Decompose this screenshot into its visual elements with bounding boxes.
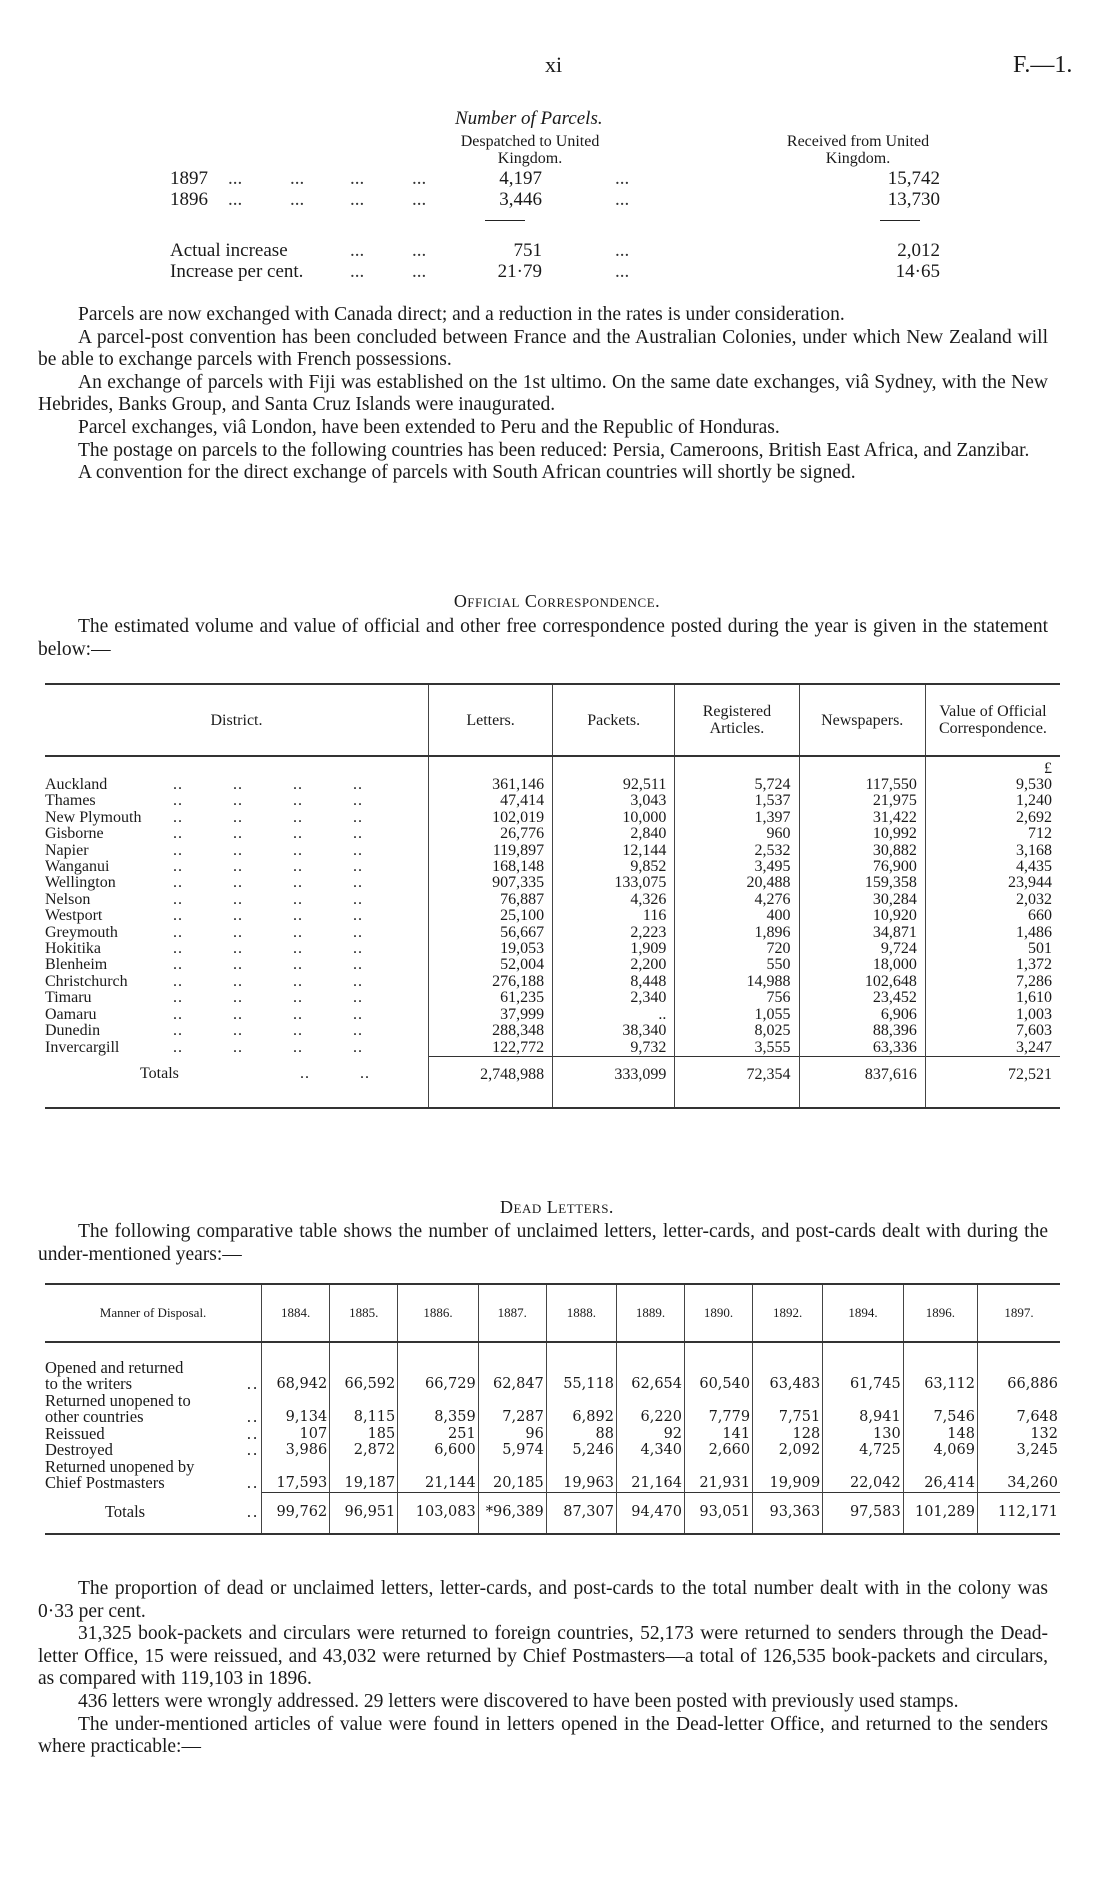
- page-number: xi: [545, 52, 563, 77]
- cell-newspapers: 21,975: [799, 793, 925, 809]
- cell-registered: 1,397: [675, 810, 799, 826]
- cell-newspapers: 159,358: [799, 875, 925, 891]
- cell-value: 3,168: [925, 843, 1060, 859]
- col-year: 1887.: [478, 1284, 546, 1342]
- paragraph: The under-mentioned articles of value were found in letters opened in the Dead-letter Office, and returned to the senders where practicable:—: [38, 1713, 1048, 1758]
- cell-value: 23,944: [925, 875, 1060, 891]
- district-name: Greymouth: [45, 923, 118, 941]
- paragraph: 436 letters were wrongly addressed. 29 letters were discovered to have been posted with previously used stamps.: [78, 1690, 959, 1712]
- cell-packets: 2,200: [553, 957, 675, 973]
- cell-value: 132: [977, 1426, 1060, 1443]
- col-year: 1889.: [616, 1284, 684, 1342]
- cell-newspapers: 117,550: [799, 777, 925, 793]
- cell-value: 8,115: [330, 1409, 398, 1426]
- totals-row: Totals .. .. 2,748,988 333,099 72,354 837,616 72,521: [45, 1056, 1060, 1093]
- cell-packets: 9,852: [553, 859, 675, 875]
- cell-value: 7,546: [903, 1409, 977, 1426]
- total-value: 99,762: [262, 1492, 330, 1534]
- cell-value: 19,909: [753, 1475, 823, 1492]
- parcels-row-1896: 1896 ... ... ... ... 3,446 ... 13,730: [170, 189, 940, 210]
- cell-registered: 2,532: [675, 843, 799, 859]
- cell-value: 128: [753, 1426, 823, 1443]
- cell-registered: 8,025: [675, 1023, 799, 1039]
- table-row: New Plymouth .. .. .. .. 102,019 10,000 1,397 31,422 2,692: [45, 810, 1060, 826]
- cell-value: 61,745: [823, 1376, 903, 1393]
- cell-registered: 1,896: [675, 925, 799, 941]
- cell-value: 1,003: [925, 1007, 1060, 1023]
- sum-rule: [880, 220, 920, 221]
- table-row: Wanganui .. .. .. .. 168,148 9,852 3,495 76,900 4,435: [45, 859, 1060, 875]
- cell-value: 712: [925, 826, 1060, 842]
- cell-packets: 2,840: [553, 826, 675, 842]
- cell-registered: 14,988: [675, 974, 799, 990]
- cell-value: 7,286: [925, 974, 1060, 990]
- cell-value: 251: [398, 1426, 478, 1443]
- cell-letters: 168,148: [429, 859, 553, 875]
- cell-value: 1,610: [925, 990, 1060, 1006]
- cell-packets: 2,223: [553, 925, 675, 941]
- cell-registered: 1,055: [675, 1007, 799, 1023]
- cell-value: 5,974: [478, 1442, 546, 1459]
- cell-newspapers: 10,920: [799, 908, 925, 924]
- cell-value: 66,729: [398, 1376, 478, 1393]
- dead-letters-intro: The following comparative table shows the number of unclaimed letters, letter-cards, and post-cards dealt with during the under-mentioned years:—: [38, 1221, 1048, 1265]
- cell-registered: 756: [675, 990, 799, 1006]
- col-year: 1885.: [330, 1284, 398, 1342]
- district-name: Auckland: [45, 776, 108, 793]
- cell-value: 4,435: [925, 859, 1060, 875]
- sum-rule: [485, 220, 525, 221]
- cell-newspapers: 30,284: [799, 892, 925, 908]
- cell-packets: 116: [553, 908, 675, 924]
- cell-letters: 25,100: [429, 908, 553, 924]
- cell-newspapers: 76,900: [799, 859, 925, 875]
- district-name: Dunedin: [45, 1022, 101, 1040]
- cell-value: 4,340: [616, 1442, 684, 1459]
- table-row-label: Returned unopened to: [45, 1393, 1060, 1410]
- district-name: Invercargill: [45, 1038, 120, 1056]
- col-year: 1894.: [823, 1284, 903, 1342]
- cell-value: 63,483: [753, 1376, 823, 1393]
- cell-value: 5,246: [546, 1442, 616, 1459]
- table-row: Dunedin .. .. .. .. 288,348 38,340 8,025 88,396 7,603: [45, 1023, 1060, 1039]
- cell-registered: 4,276: [675, 892, 799, 908]
- table-row-label: Opened and returned: [45, 1360, 1060, 1377]
- district-name: Blenheim: [45, 956, 108, 974]
- cell-packets: 12,144: [553, 843, 675, 859]
- table-row: Auckland .. .. .. .. 361,146 92,511 5,724 117,550 9,530: [45, 777, 1060, 793]
- cell-registered: 960: [675, 826, 799, 842]
- cell-value: 34,260: [977, 1475, 1060, 1492]
- cell-value: 1,240: [925, 793, 1060, 809]
- paragraph: Parcel exchanges, viâ London, have been extended to Peru and the Republic of Honduras.: [78, 416, 780, 438]
- total-value: 103,083: [398, 1492, 478, 1534]
- cell-value: 8,941: [823, 1409, 903, 1426]
- cell-value: 60,540: [685, 1376, 753, 1393]
- cell-value: 6,220: [616, 1409, 684, 1426]
- cell-value: 501: [925, 941, 1060, 957]
- cell-value: 130: [823, 1426, 903, 1443]
- district-name: New Plymouth: [45, 808, 142, 826]
- cell-letters: 19,053: [429, 941, 553, 957]
- cell-value: 3,247: [925, 1040, 1060, 1057]
- table-row: Chief Postmasters .. 17,593 19,187 21,144 20,185 19,963 21,164 21,931 19,909 22,042 26,414 34,260: [45, 1473, 1058, 1493]
- cell-newspapers: 31,422: [799, 810, 925, 826]
- total-value: 97,583: [823, 1492, 903, 1534]
- cell-value: 21,144: [398, 1475, 478, 1492]
- dead-letters-table: [45, 1283, 1060, 1535]
- cell-value: 2,692: [925, 810, 1060, 826]
- cell-value: 63,112: [903, 1376, 977, 1393]
- cell-value: 6,892: [546, 1409, 616, 1426]
- district-name: Nelson: [45, 890, 91, 908]
- cell-value: 7,779: [685, 1409, 753, 1426]
- total-value: 72,521: [925, 1056, 1060, 1093]
- cell-value: 17,593: [262, 1475, 330, 1492]
- total-value: 112,171: [977, 1492, 1060, 1534]
- cell-value: 2,660: [685, 1442, 753, 1459]
- cell-packets: 8,448: [553, 974, 675, 990]
- cell-value: 66,592: [330, 1376, 398, 1393]
- cell-value: 3,986: [262, 1442, 330, 1459]
- cell-letters: 37,999: [429, 1007, 553, 1023]
- cell-value: 92: [616, 1426, 684, 1443]
- cell-registered: 550: [675, 957, 799, 973]
- cell-registered: 5,724: [675, 777, 799, 793]
- document-code: F.—1.: [1013, 52, 1073, 78]
- cell-value: 20,185: [478, 1475, 546, 1492]
- total-value: 101,289: [903, 1492, 977, 1534]
- cell-packets: 133,075: [553, 875, 675, 891]
- total-value: 94,470: [616, 1492, 684, 1534]
- paragraph: 31,325 book-packets and circulars were returned to foreign countries, 52,173 were returned to senders through the Dead-letter Office, 15 were reissued, and 43,032 were returned by Chief Postmasters—a total of 126,535 book-packets and circulars, as compared with 119,103 in 1896.: [38, 1623, 1048, 1690]
- cell-newspapers: 23,452: [799, 990, 925, 1006]
- cell-value: 9,530: [925, 777, 1060, 793]
- currency-symbol: £: [925, 756, 1060, 777]
- cell-value: 1,372: [925, 957, 1060, 973]
- table-header: [45, 1284, 1060, 1342]
- table-row: Napier .. .. .. .. 119,897 12,144 2,532 30,882 3,168: [45, 843, 1060, 859]
- cell-letters: 47,414: [429, 793, 553, 809]
- col-year: 1886.: [398, 1284, 478, 1342]
- total-registered: 72,354: [675, 1056, 799, 1093]
- cell-value: 1,486: [925, 925, 1060, 941]
- paragraph: A parcel-post convention has been concluded between France and the Australian Colonies, under which New Zealand will be able to exchange parcels with French possessions.: [38, 326, 1048, 371]
- col-newspapers: Newspapers.: [799, 684, 925, 756]
- district-name: Christchurch: [45, 972, 128, 990]
- table-row: Timaru .. .. .. .. 61,235 2,340 756 23,452 1,610: [45, 990, 1060, 1006]
- table-row-label: Returned unopened by: [45, 1459, 1060, 1476]
- col-year: 1890.: [685, 1284, 753, 1342]
- cell-letters: 26,776: [429, 826, 553, 842]
- cell-value: 148: [903, 1426, 977, 1443]
- district-name: Timaru: [45, 989, 92, 1007]
- cell-value: 7,603: [925, 1023, 1060, 1039]
- total-letters: 2,748,988: [429, 1056, 553, 1093]
- cell-value: 19,963: [546, 1475, 616, 1492]
- cell-value: 96: [478, 1426, 546, 1443]
- paragraph: A convention for the direct exchange of parcels with South African countries will shortly be signed.: [78, 462, 856, 484]
- cell-value: 8,359: [398, 1409, 478, 1426]
- section-heading-dead-letters: Dead Letters.: [500, 1197, 614, 1217]
- table-row: Destroyed .. 3,986 2,872 6,600 5,974 5,246 4,340 2,660 2,092 4,725 4,069 3,245: [45, 1440, 1058, 1459]
- cell-value: 2,872: [330, 1442, 398, 1459]
- col-year: 1896.: [903, 1284, 977, 1342]
- cell-value: 26,414: [903, 1475, 977, 1492]
- cell-newspapers: 88,396: [799, 1023, 925, 1039]
- total-packets: 333,099: [553, 1056, 675, 1093]
- cell-value: 6,600: [398, 1442, 478, 1459]
- table-row: Hokitika .. .. .. .. 19,053 1,909 720 9,724 501: [45, 941, 1060, 957]
- table-header: [45, 684, 1060, 756]
- col-registered: Registered Articles.: [675, 684, 799, 756]
- col-district: District.: [210, 711, 263, 729]
- col-year: 1884.: [262, 1284, 330, 1342]
- cell-letters: 76,887: [429, 892, 553, 908]
- cell-letters: 276,188: [429, 974, 553, 990]
- cell-letters: 288,348: [429, 1023, 553, 1039]
- total-value: 93,051: [685, 1492, 753, 1534]
- total-value: *96,389: [478, 1492, 546, 1534]
- cell-letters: 61,235: [429, 990, 553, 1006]
- cell-newspapers: 18,000: [799, 957, 925, 973]
- cell-value: 66,886: [977, 1376, 1060, 1393]
- official-correspondence-table: [45, 683, 1060, 1109]
- total-value: 87,307: [546, 1492, 616, 1534]
- table-row: Gisborne .. .. .. .. 26,776 2,840 960 10,992 712: [45, 826, 1060, 842]
- col-year: 1892.: [753, 1284, 823, 1342]
- cell-value: 68,942: [262, 1376, 330, 1393]
- cell-newspapers: 9,724: [799, 941, 925, 957]
- parcels-row-increase: Actual increase ... ... 751 ... 2,012: [170, 240, 940, 261]
- col-year: 1897.: [977, 1284, 1060, 1342]
- cell-newspapers: 102,648: [799, 974, 925, 990]
- table-row: Invercargill .. .. .. .. 122,772 9,732 3,555 63,336 3,247: [45, 1040, 1060, 1057]
- cell-value: 185: [330, 1426, 398, 1443]
- cell-packets: ..: [553, 1007, 675, 1023]
- paragraph: The postage on parcels to the following countries has been reduced: Persia, Cameroons, British East Africa, and Zanzibar.: [78, 439, 1030, 461]
- totals-row: Totals .. 99,762 96,951 103,083 *96,389 87,307 94,470 93,051 93,363 97,583 101,289 112,171: [45, 1492, 1060, 1534]
- table-row: Blenheim .. .. .. .. 52,004 2,200 550 18,000 1,372: [45, 957, 1060, 973]
- district-name: Hokitika: [45, 940, 101, 958]
- cell-packets: 1,909: [553, 941, 675, 957]
- table-row: Christchurch .. .. .. .. 276,188 8,448 14,988 102,648 7,286: [45, 974, 1060, 990]
- cell-letters: 907,335: [429, 875, 553, 891]
- cell-letters: 119,897: [429, 843, 553, 859]
- paragraph: The proportion of dead or unclaimed letters, letter-cards, and post-cards to the total number dealt with in the colony was 0·33 per cent.: [38, 1578, 1048, 1622]
- cell-packets: 38,340: [553, 1023, 675, 1039]
- total-value: 93,363: [753, 1492, 823, 1534]
- parcels-row-1897: 1897 ... ... ... ... 4,197 ... 15,742: [170, 168, 940, 189]
- dead-letters-paragraphs: [38, 1578, 1048, 1759]
- table-row: to the writers .. 68,942 66,592 66,729 62,847 55,118 62,654 60,540 63,483 61,745 63,112 66,886: [45, 1374, 1058, 1393]
- district-name: Napier: [45, 841, 89, 859]
- cell-newspapers: 10,992: [799, 826, 925, 842]
- cell-registered: 20,488: [675, 875, 799, 891]
- cell-newspapers: 34,871: [799, 925, 925, 941]
- col-manner-of-disposal: Manner of Disposal.: [99, 1305, 207, 1320]
- cell-newspapers: 63,336: [799, 1040, 925, 1057]
- total-newspapers: 837,616: [799, 1056, 925, 1093]
- cell-letters: 52,004: [429, 957, 553, 973]
- table-row: Nelson .. .. .. .. 76,887 4,326 4,276 30,284 2,032: [45, 892, 1060, 908]
- paragraph: An exchange of parcels with Fiji was established on the 1st ultimo. On the same date exchanges, viâ Sydney, with the New Hebrides, Banks Group, and Santa Cruz Islands were inaugurated.: [38, 371, 1048, 416]
- cell-registered: 3,495: [675, 859, 799, 875]
- paragraph: Parcels are now exchanged with Canada direct; and a reduction in the rates is under consideration.: [78, 304, 845, 325]
- district-name: Oamaru: [45, 1005, 97, 1023]
- district-name: Westport: [45, 907, 103, 925]
- cell-packets: 92,511: [553, 777, 675, 793]
- cell-value: 7,648: [977, 1409, 1060, 1426]
- cell-value: 88: [546, 1426, 616, 1443]
- parcels-row-percent: Increase per cent. ... ... 21·79 ... 14·65: [170, 261, 940, 282]
- cell-value: 21,931: [685, 1475, 753, 1492]
- cell-packets: 3,043: [553, 793, 675, 809]
- cell-registered: 3,555: [675, 1040, 799, 1057]
- district-name: Gisborne: [45, 825, 104, 843]
- cell-newspapers: 30,882: [799, 843, 925, 859]
- table-row: Greymouth .. .. .. .. 56,667 2,223 1,896 34,871 1,486: [45, 925, 1060, 941]
- cell-value: 660: [925, 908, 1060, 924]
- cell-newspapers: 6,906: [799, 1007, 925, 1023]
- col-value: Value of Official Correspondence.: [925, 684, 1060, 756]
- parcels-title: Number of Parcels.: [455, 108, 603, 129]
- cell-value: 21,164: [616, 1475, 684, 1492]
- cell-packets: 2,340: [553, 990, 675, 1006]
- district-name: Wellington: [45, 874, 116, 892]
- cell-value: 62,654: [616, 1376, 684, 1393]
- parcels-paragraphs: [38, 304, 1048, 485]
- cell-value: 19,187: [330, 1475, 398, 1492]
- cell-value: 141: [685, 1426, 753, 1443]
- cell-letters: 102,019: [429, 810, 553, 826]
- cell-value: 4,725: [823, 1442, 903, 1459]
- table-row: Westport .. .. .. .. 25,100 116 400 10,920 660: [45, 908, 1060, 924]
- cell-registered: 720: [675, 941, 799, 957]
- total-value: 96,951: [330, 1492, 398, 1534]
- table-row: Thames .. .. .. .. 47,414 3,043 1,537 21,975 1,240: [45, 793, 1060, 809]
- official-intro: The estimated volume and value of official and other free correspondence posted during the year is given in the statement below:—: [38, 616, 1048, 660]
- cell-registered: 400: [675, 908, 799, 924]
- col-year: 1888.: [546, 1284, 616, 1342]
- cell-packets: 9,732: [553, 1040, 675, 1057]
- cell-value: 7,287: [478, 1409, 546, 1426]
- cell-value: 4,069: [903, 1442, 977, 1459]
- cell-value: 2,032: [925, 892, 1060, 908]
- cell-value: 2,092: [753, 1442, 823, 1459]
- district-name: Thames: [45, 792, 96, 810]
- table-row: Wellington .. .. .. .. 907,335 133,075 20,488 159,358 23,944: [45, 875, 1060, 891]
- cell-packets: 4,326: [553, 892, 675, 908]
- col-received: Received from United Kingdom.: [786, 133, 930, 167]
- cell-value: 22,042: [823, 1475, 903, 1492]
- cell-letters: 361,146: [429, 777, 553, 793]
- section-heading-official: Official Correspondence.: [453, 591, 661, 611]
- district-name: Wanganui: [45, 858, 110, 876]
- col-packets: Packets.: [553, 684, 675, 756]
- table-row: Oamaru .. .. .. .. 37,999 .. 1,055 6,906 1,003: [45, 1007, 1060, 1023]
- table-row: Reissued .. 107 185 251 96 88 92 141 128 130 148 132: [45, 1423, 1058, 1443]
- col-letters: Letters.: [429, 684, 553, 756]
- cell-value: 3,245: [977, 1442, 1060, 1459]
- cell-registered: 1,537: [675, 793, 799, 809]
- col-despatched: Despatched to United Kingdom.: [460, 133, 600, 167]
- cell-value: 55,118: [546, 1376, 616, 1393]
- cell-value: 107: [262, 1426, 330, 1443]
- cell-value: 62,847: [478, 1376, 546, 1393]
- cell-letters: 56,667: [429, 925, 553, 941]
- table-row: other countries .. 9,134 8,115 8,359 7,287 6,892 6,220 7,779 7,751 8,941 7,546 7,648: [45, 1407, 1058, 1426]
- cell-packets: 10,000: [553, 810, 675, 826]
- cell-value: 7,751: [753, 1409, 823, 1426]
- cell-value: 9,134: [262, 1409, 330, 1426]
- cell-letters: 122,772: [429, 1040, 553, 1057]
